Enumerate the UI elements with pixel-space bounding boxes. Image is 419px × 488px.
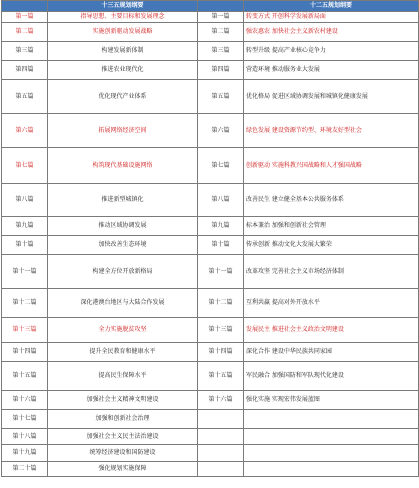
- chapter-number-13th: 第十四篇: [2, 343, 48, 362]
- chapter-number-12th: [198, 462, 244, 477]
- chapter-number-12th: 第九篇: [198, 217, 244, 236]
- chapter-title-12th: 转型升级 提高产业核心竞争力: [244, 42, 419, 61]
- chapter-title-13th: 深化港澳台地区与大陆合作发展: [48, 289, 198, 318]
- table-row: [2, 184, 419, 217]
- chapter-title-12th: 互利共赢 提高对外开放水平: [244, 289, 419, 318]
- table-row: [2, 289, 419, 318]
- table-row: [2, 462, 419, 477]
- chapter-title-13th: 实施创新驱动发展战略: [48, 23, 198, 42]
- chapter-title-12th: [244, 445, 419, 462]
- chapter-title-13th: 加强和创新社会治理: [48, 410, 198, 429]
- chapter-number-13th: 第八篇: [2, 184, 48, 217]
- chapter-title-12th: 改革攻坚 完善社会主义市场经济体制: [244, 255, 419, 289]
- chapter-title-13th: 加强社会主义民主法治建设: [48, 429, 198, 445]
- table-row: [2, 391, 419, 410]
- chapter-title-12th: 绿色发展 建设资源节约型、环境友好型社会: [244, 114, 419, 148]
- table-row: [2, 362, 419, 391]
- chapter-title-12th: 传承创新 推动文化大发展大繁荣: [244, 236, 419, 255]
- plan-comparison-table: [1, 0, 419, 477]
- chapter-title-12th: 深化合作 建设中华民族共同家园: [244, 343, 419, 362]
- chapter-number-12th: 第十四篇: [198, 343, 244, 362]
- table-row: [2, 80, 419, 114]
- table-body: [2, 12, 419, 477]
- table-row: [2, 42, 419, 61]
- chapter-number-13th: 第二篇: [2, 23, 48, 42]
- chapter-title-13th: 统筹经济建设和国防建设: [48, 445, 198, 462]
- table-row: [2, 61, 419, 80]
- chapter-number-13th: 第十一篇: [2, 255, 48, 289]
- table-row: [2, 445, 419, 462]
- chapter-number-13th: 第一篇: [2, 12, 48, 23]
- chapter-title-13th: 构筑现代基础设施网络: [48, 148, 198, 184]
- chapter-number-13th: 第五篇: [2, 80, 48, 114]
- chapter-number-13th: 第四篇: [2, 61, 48, 80]
- table-row: [2, 23, 419, 42]
- chapter-title-13th: 提升全民教育和健康水平: [48, 343, 198, 362]
- chapter-title-13th: 推进农业现代化: [48, 61, 198, 80]
- chapter-number-12th: 第十五篇: [198, 362, 244, 391]
- chapter-number-13th: 第六篇: [2, 114, 48, 148]
- chapter-title-13th: 强化规划实施保障: [48, 462, 198, 477]
- header-13th-plan: 十三五规划纲要: [48, 1, 198, 12]
- chapter-number-12th: 第十六篇: [198, 391, 244, 410]
- chapter-title-13th: 构建全方位开放新格局: [48, 255, 198, 289]
- chapter-number-13th: 第十五篇: [2, 362, 48, 391]
- chapter-number-12th: 第四篇: [198, 61, 244, 80]
- table-row: [2, 255, 419, 289]
- chapter-number-12th: [198, 410, 244, 429]
- table-row: [2, 114, 419, 148]
- chapter-number-12th: 第十一篇: [198, 255, 244, 289]
- chapter-number-13th: 第十九篇: [2, 445, 48, 462]
- chapter-number-13th: 第十六篇: [2, 391, 48, 410]
- table-row: [2, 318, 419, 343]
- table-row: [2, 410, 419, 429]
- chapter-number-13th: 第十三篇: [2, 318, 48, 343]
- chapter-title-12th: 军民融合 加强国防和军队现代化建设: [244, 362, 419, 391]
- chapter-number-12th: 第三篇: [198, 42, 244, 61]
- chapter-title-13th: 推动区域协调发展: [48, 217, 198, 236]
- table-row: [2, 12, 419, 23]
- chapter-title-13th: 推进新型城镇化: [48, 184, 198, 217]
- chapter-title-12th: 创新驱动 实施科教兴国战略和人才强国战略: [244, 148, 419, 184]
- chapter-number-12th: 第八篇: [198, 184, 244, 217]
- chapter-number-13th: 第十篇: [2, 236, 48, 255]
- chapter-number-12th: 第十三篇: [198, 318, 244, 343]
- chapter-number-13th: 第十八篇: [2, 429, 48, 445]
- chapter-title-12th: 标本兼治 加强和创新社会管理: [244, 217, 419, 236]
- header-blank-right: [198, 1, 244, 12]
- chapter-title-13th: 优化现代产业体系: [48, 80, 198, 114]
- chapter-number-12th: 第十篇: [198, 236, 244, 255]
- header-12th-plan: 十二五规划纲要: [244, 1, 419, 12]
- table-row: [2, 217, 419, 236]
- table-row: [2, 148, 419, 184]
- chapter-title-12th: [244, 462, 419, 477]
- table-row: [2, 236, 419, 255]
- chapter-title-12th: 发展民主 推进社会主义政治文明建设: [244, 318, 419, 343]
- chapter-title-13th: 构建发展新体制: [48, 42, 198, 61]
- chapter-number-13th: 第七篇: [2, 148, 48, 184]
- table-row: [2, 343, 419, 362]
- chapter-number-12th: 第十二篇: [198, 289, 244, 318]
- chapter-title-13th: 拓展网络经济空间: [48, 114, 198, 148]
- chapter-title-13th: 全力实施脱贫攻坚: [48, 318, 198, 343]
- chapter-number-13th: 第十七篇: [2, 410, 48, 429]
- chapter-number-12th: 第六篇: [198, 114, 244, 148]
- chapter-title-12th: [244, 429, 419, 445]
- chapter-title-13th: 加强社会主义精神文明建设: [48, 391, 198, 410]
- chapter-number-12th: 第一篇: [198, 12, 244, 23]
- table-header-row: [2, 1, 419, 12]
- chapter-title-13th: 提高民生保障水平: [48, 362, 198, 391]
- chapter-number-12th: [198, 429, 244, 445]
- chapter-title-12th: [244, 410, 419, 429]
- chapter-title-12th: 强农惠农 加快社会主义新农村建设: [244, 23, 419, 42]
- chapter-number-13th: 第二十篇: [2, 462, 48, 477]
- table-row: [2, 429, 419, 445]
- chapter-title-12th: 营造环境 推动服务业大发展: [244, 61, 419, 80]
- chapter-title-12th: 强化实施 实现宏伟发展蓝图: [244, 391, 419, 410]
- chapter-number-12th: 第二篇: [198, 23, 244, 42]
- chapter-title-13th: 指导思想、主要目标和发展理念: [48, 12, 198, 23]
- chapter-number-12th: 第五篇: [198, 80, 244, 114]
- chapter-number-13th: 第十二篇: [2, 289, 48, 318]
- chapter-title-13th: 加快改善生态环境: [48, 236, 198, 255]
- chapter-title-12th: 优化格局 促进区域协调发展和城镇化健康发展: [244, 80, 419, 114]
- chapter-number-12th: [198, 445, 244, 462]
- chapter-number-13th: 第九篇: [2, 217, 48, 236]
- header-blank-left: [2, 1, 48, 12]
- chapter-title-12th: 转变方式 开创科学发展新局面: [244, 12, 419, 23]
- chapter-number-13th: 第三篇: [2, 42, 48, 61]
- chapter-title-12th: 改善民生 建立健全基本公共服务体系: [244, 184, 419, 217]
- chapter-number-12th: 第七篇: [198, 148, 244, 184]
